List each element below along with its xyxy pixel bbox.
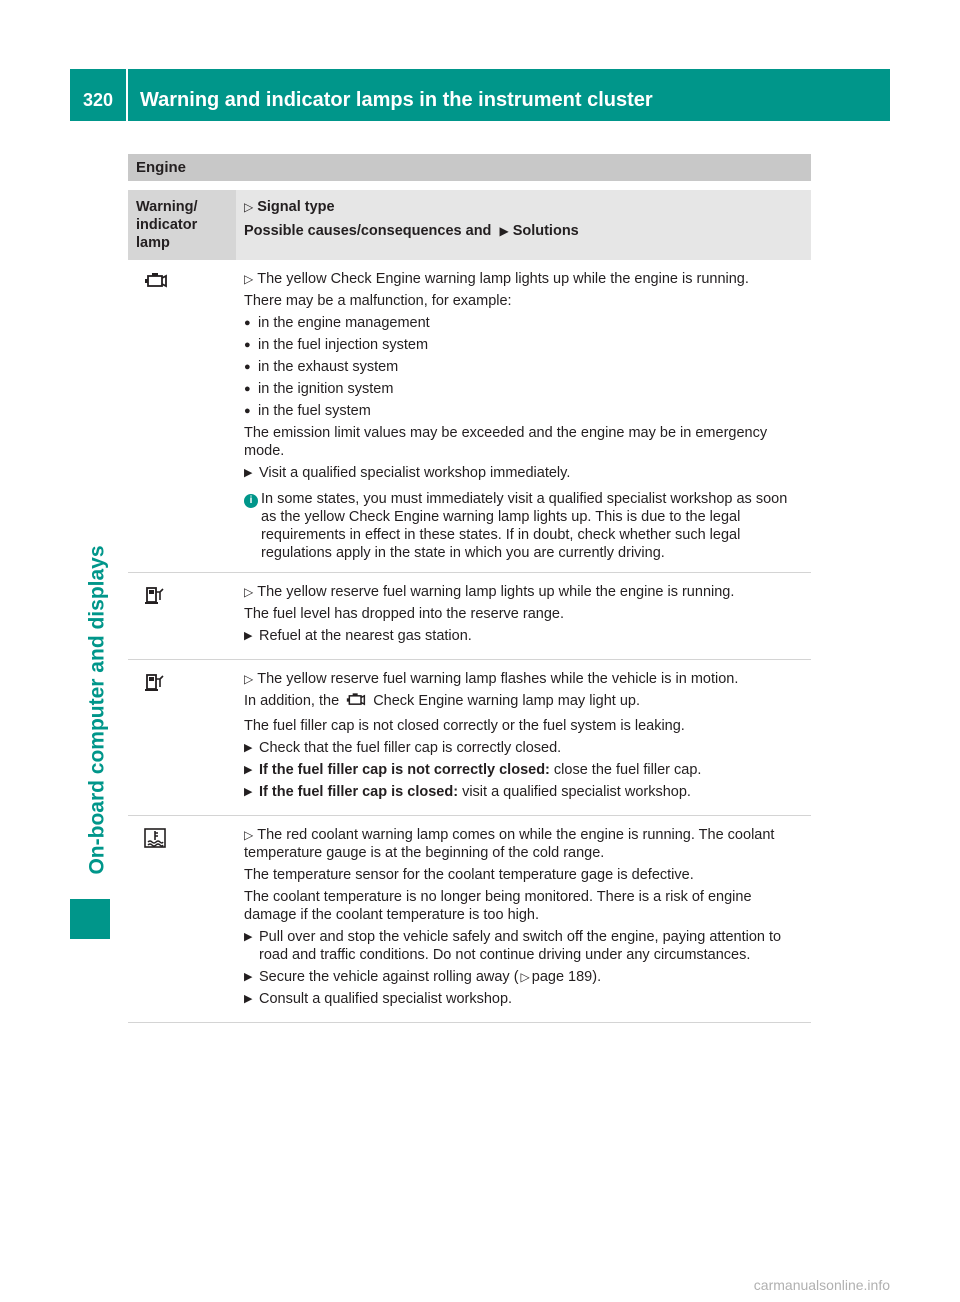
list-item: ● in the fuel system	[244, 403, 371, 419]
signal-triangle-icon: ▷	[244, 272, 254, 286]
signal-text: ▷ The red coolant warning lamp comes on while the engine is running. The coolant temperature gauge is at the beginning of the cold range.	[244, 827, 775, 861]
solution-step: ▶ Consult a qualified specialist workshop.	[244, 991, 513, 1007]
solution-step: ▶ If the fuel filler cap is not correctly closed: close the fuel filler cap.	[244, 762, 702, 778]
check-engine-icon	[346, 696, 370, 712]
solution-step: ▶ Pull over and stop the vehicle safely and switch off the engine, paying attention to road and traffic conditions. Do not continue driving under any circumstances.	[244, 929, 782, 963]
signal-triangle-icon: ▷	[244, 828, 254, 842]
solution-arrow-icon: ▶	[244, 742, 253, 754]
page-content	[128, 154, 811, 1023]
cause-text: The coolant temperature is no longer being monitored. There is a risk of engine damage if the coolant temperature is too high.	[244, 889, 752, 923]
list-item: ● in the fuel injection system	[244, 337, 429, 353]
chapter-side-label: On-board computer and displays	[86, 545, 109, 875]
column-header-lamp: Warning/ indicator lamp	[128, 190, 236, 260]
signal-text: ▷ The yellow Check Engine warning lamp lights up while the engine is running.	[244, 271, 749, 287]
bullet-icon: ●	[244, 317, 251, 329]
solution-arrow-icon: ▶	[244, 931, 253, 943]
solution-arrow-icon: ▶	[244, 971, 253, 983]
cause-text: The fuel level has dropped into the reserve range.	[244, 606, 565, 622]
table-row	[128, 260, 811, 573]
consequence-text: The emission limit values may be exceeded and the engine may be in emergency mode.	[244, 425, 768, 459]
solution-arrow-icon: ▶	[244, 786, 253, 798]
bullet-icon: ●	[244, 405, 251, 417]
signal-triangle-icon: ▷	[244, 672, 254, 686]
table-row	[128, 660, 811, 816]
cause-text: The fuel filler cap is not closed correctly or the fuel system is leaking.	[244, 718, 685, 734]
signal-triangle-icon: ▷	[244, 585, 254, 599]
reserve-fuel-icon	[144, 593, 166, 609]
page-title: Warning and indicator lamps in the instrument cluster	[140, 89, 653, 111]
solution-arrow-icon: ▶	[244, 993, 253, 1005]
solution-step: ▶ If the fuel filler cap is closed: visit a qualified specialist workshop.	[244, 784, 691, 800]
bullet-icon: ●	[244, 339, 251, 351]
cause-text: In addition, the Check Engine warning lamp may light up.	[244, 692, 803, 713]
solution-arrow-icon: ▶	[244, 467, 253, 479]
page-header	[70, 69, 890, 121]
table-row	[128, 573, 811, 660]
reserve-fuel-icon	[144, 680, 166, 696]
list-item: ● in the ignition system	[244, 381, 394, 397]
cause-intro: There may be a malfunction, for example:	[244, 293, 512, 309]
page-number: 320	[82, 90, 114, 110]
info-icon: i	[244, 494, 258, 508]
table-header-row	[128, 190, 811, 260]
solution-step: ▶ Refuel at the nearest gas station.	[244, 628, 472, 644]
page-reference-icon: ▷	[520, 970, 530, 984]
list-item: ● in the engine management	[244, 315, 430, 331]
watermark-text: carmanualsonline.info	[753, 1277, 890, 1293]
info-note: i In some states, you must immediately visit a qualified specialist workshop as soon as the yellow Check Engine warning lamp lights up. This is due to the legal requirements in effect in these states. If in doubt, check whether such legal regulations apply in the state in which you are currently driving.	[244, 490, 803, 562]
check-engine-icon	[144, 278, 168, 294]
warning-lamp-table	[128, 190, 811, 1023]
bullet-icon: ●	[244, 361, 251, 373]
signal-text: ▷ The yellow reserve fuel warning lamp lights up while the engine is running.	[244, 584, 735, 600]
solution-step: ▶ Visit a qualified specialist workshop immediately.	[244, 465, 571, 481]
bullet-icon: ●	[244, 383, 251, 395]
section-title: Engine	[128, 154, 811, 181]
cause-text: The temperature sensor for the coolant temperature gage is defective.	[244, 867, 694, 883]
solution-arrow-icon: ▶	[244, 630, 253, 642]
page-reference-link[interactable]: page 189	[531, 969, 593, 985]
signal-triangle-icon: ▷	[244, 200, 254, 214]
solution-arrow-icon: ▶	[499, 224, 509, 238]
solution-step: ▶ Check that the fuel filler cap is correctly closed.	[244, 740, 562, 756]
chapter-marker	[70, 899, 110, 939]
solution-step: ▶ Secure the vehicle against rolling away ( ▷ page 189).	[244, 969, 602, 985]
coolant-temperature-icon	[144, 836, 166, 852]
solution-arrow-icon: ▶	[244, 764, 253, 776]
table-row	[128, 816, 811, 1023]
signal-text: ▷ The yellow reserve fuel warning lamp flashes while the vehicle is in motion.	[244, 671, 739, 687]
column-header-signal: ▷ Signal type Possible causes/consequences and ▶ Solutions	[236, 190, 811, 260]
list-item: ● in the exhaust system	[244, 359, 399, 375]
